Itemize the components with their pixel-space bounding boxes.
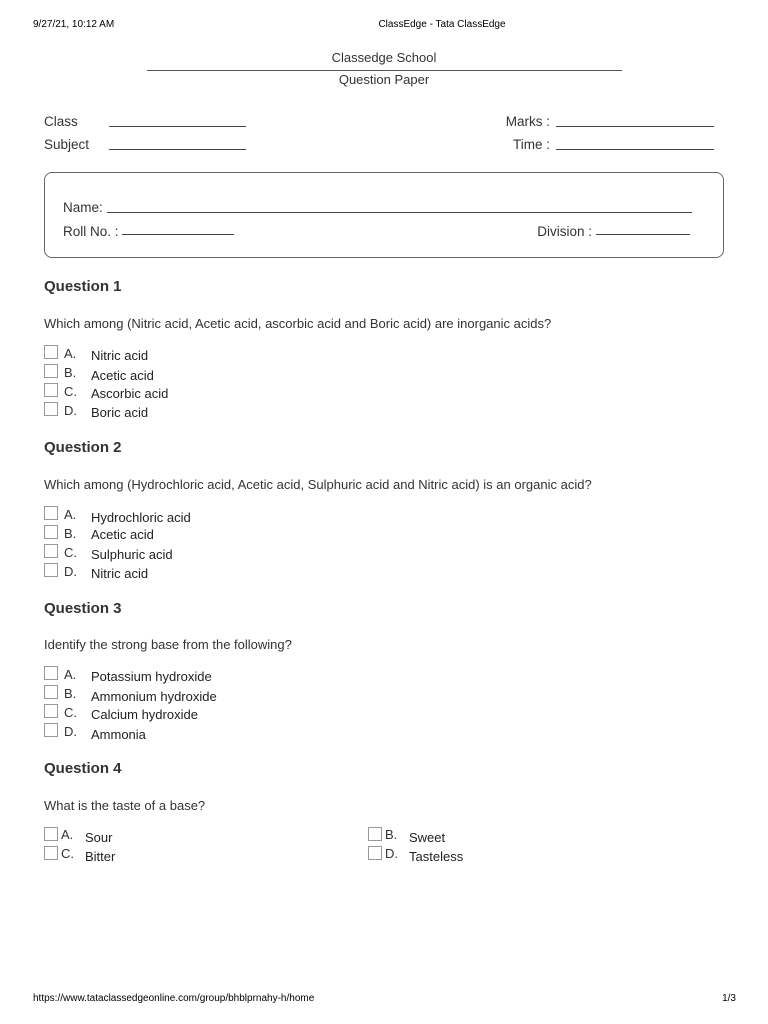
header-divider xyxy=(147,70,622,71)
q3-option-d-text: Ammonia xyxy=(91,727,146,742)
q3-option-a-letter: A. xyxy=(64,667,77,682)
time-field-line[interactable] xyxy=(556,149,714,150)
q4-option-c-letter: C. xyxy=(61,846,74,861)
question-1-text: Which among (Nitric acid, Acetic acid, ascorbic acid and Boric acid) are inorganic acids? xyxy=(44,316,552,331)
q2-option-c-text: Sulphuric acid xyxy=(91,547,173,562)
q1-option-a-text: Nitric acid xyxy=(91,348,149,363)
q2-option-a-text: Hydrochloric acid xyxy=(91,510,191,525)
division-field-line[interactable] xyxy=(596,234,690,235)
q2-option-a-letter: A. xyxy=(64,507,77,522)
student-details-box xyxy=(44,172,724,258)
marks-field-line[interactable] xyxy=(556,126,714,127)
q4-option-a-text: Sour xyxy=(85,830,113,845)
q1-option-b-letter: B. xyxy=(64,365,77,380)
q2-option-d-letter: D. xyxy=(64,564,77,579)
q3-option-c-text: Calcium hydroxide xyxy=(91,707,198,722)
paper-title: Question Paper xyxy=(338,72,430,87)
q4-option-c-checkbox[interactable] xyxy=(44,846,58,860)
q1-option-c-text: Ascorbic acid xyxy=(91,386,169,401)
q3-option-b-letter: B. xyxy=(64,686,77,701)
q2-option-c-checkbox[interactable] xyxy=(44,544,58,558)
q4-option-b-letter: B. xyxy=(385,827,398,842)
print-datetime: 9/27/21, 10:12 AM xyxy=(33,19,115,30)
question-4-title: Question 4 xyxy=(44,760,122,777)
print-url: https://www.tataclassedgeonline.com/group/bhblprnahy-h/home xyxy=(33,993,315,1004)
subject-label: Subject xyxy=(44,137,90,152)
question-2-title: Question 2 xyxy=(44,439,122,456)
q4-option-d-text: Tasteless xyxy=(409,849,464,864)
q2-option-d-text: Nitric acid xyxy=(91,566,149,581)
print-page-title: ClassEdge - Tata ClassEdge xyxy=(378,19,506,30)
name-label: Name: xyxy=(63,200,103,215)
q1-option-b-checkbox[interactable] xyxy=(44,364,58,378)
subject-field-line[interactable] xyxy=(109,149,246,150)
q3-option-a-text: Potassium hydroxide xyxy=(91,669,212,684)
q3-option-d-letter: D. xyxy=(64,724,77,739)
division-label: Division : xyxy=(537,224,592,239)
q2-option-b-text: Acetic acid xyxy=(91,527,154,542)
q1-option-c-letter: C. xyxy=(64,384,77,399)
q1-option-c-checkbox[interactable] xyxy=(44,383,58,397)
question-3-title: Question 3 xyxy=(44,600,122,617)
question-4-text: What is the taste of a base? xyxy=(44,798,206,813)
q1-option-a-letter: A. xyxy=(64,346,77,361)
roll-field-line[interactable] xyxy=(122,234,234,235)
q4-option-d-letter: D. xyxy=(385,846,398,861)
q3-option-b-checkbox[interactable] xyxy=(44,685,58,699)
q1-option-d-letter: D. xyxy=(64,403,77,418)
q3-option-b-text: Ammonium hydroxide xyxy=(91,689,217,704)
q4-option-d-checkbox[interactable] xyxy=(368,846,382,860)
q1-option-d-checkbox[interactable] xyxy=(44,402,58,416)
school-name: Classedge School xyxy=(331,50,437,65)
q4-option-a-checkbox[interactable] xyxy=(44,827,58,841)
q2-option-a-checkbox[interactable] xyxy=(44,506,58,520)
time-label: Time : xyxy=(513,137,550,152)
question-3-text: Identify the strong base from the following? xyxy=(44,637,292,652)
marks-label: Marks : xyxy=(505,114,550,129)
class-label: Class xyxy=(44,114,78,129)
q4-option-c-text: Bitter xyxy=(85,849,116,864)
q4-option-b-checkbox[interactable] xyxy=(368,827,382,841)
q2-option-b-checkbox[interactable] xyxy=(44,525,58,539)
q3-option-a-checkbox[interactable] xyxy=(44,666,58,680)
name-field-line[interactable] xyxy=(107,212,692,213)
q1-option-b-text: Acetic acid xyxy=(91,368,154,383)
question-1-title: Question 1 xyxy=(44,278,122,295)
q2-option-b-letter: B. xyxy=(64,526,77,541)
q4-option-b-text: Sweet xyxy=(409,830,446,845)
q2-option-d-checkbox[interactable] xyxy=(44,563,58,577)
q4-option-a-letter: A. xyxy=(61,827,74,842)
class-field-line[interactable] xyxy=(109,126,246,127)
q3-option-c-letter: C. xyxy=(64,705,77,720)
q3-option-d-checkbox[interactable] xyxy=(44,723,58,737)
q1-option-d-text: Boric acid xyxy=(91,405,149,420)
q1-option-a-checkbox[interactable] xyxy=(44,345,58,359)
q2-option-c-letter: C. xyxy=(64,545,77,560)
q3-option-c-checkbox[interactable] xyxy=(44,704,58,718)
roll-label: Roll No. : xyxy=(63,224,119,239)
question-2-text: Which among (Hydrochloric acid, Acetic acid, Sulphuric acid and Nitric acid) is an organic acid? xyxy=(44,477,592,492)
page-number: 1/3 xyxy=(722,993,736,1004)
